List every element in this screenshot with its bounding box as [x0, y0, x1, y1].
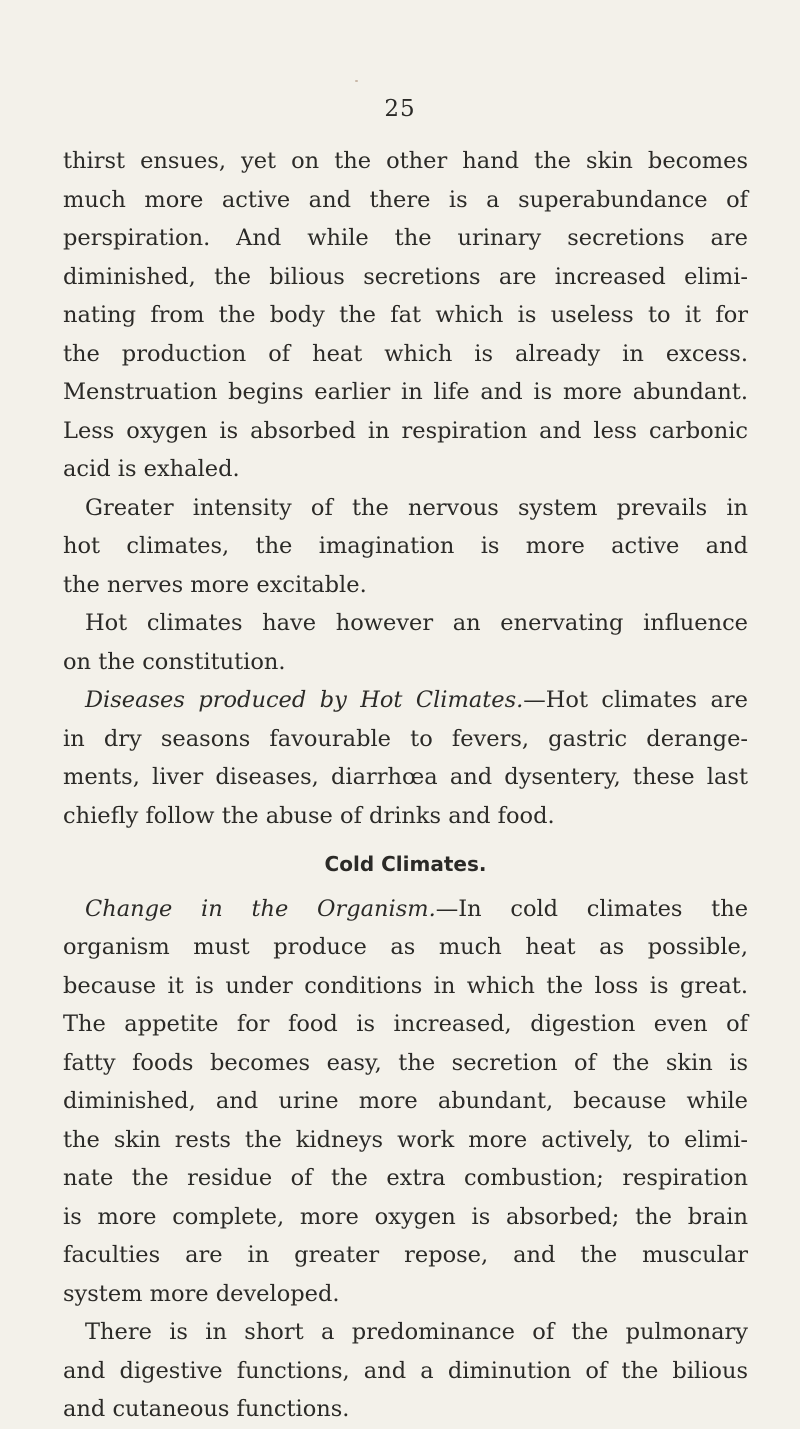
text-line: nating from the body the fat which is useless to it for	[63, 302, 748, 328]
text-line	[63, 890, 748, 929]
paragraph-change-in-organism	[63, 890, 748, 1314]
text-line: hot climates, the imagination is more active and	[63, 533, 748, 559]
paragraph-predominance	[63, 1313, 748, 1429]
text-line: much more active and there is a superabundance of	[63, 186, 748, 213]
text-line: Greater intensity of the nervous system prevails in	[85, 494, 748, 521]
text-line: the skin rests the kidneys work more actively, to elimi-	[63, 1126, 748, 1153]
text-line: nate the residue of the extra combustion; respiration	[63, 1165, 748, 1191]
text-line: in dry seasons favourable to fevers, gastric derange-	[63, 725, 748, 752]
text-line: chiefly follow the abuse of drinks and food.	[63, 802, 555, 829]
text-run: —In cold climates the	[435, 895, 749, 922]
paragraph-enervating-influence	[63, 604, 748, 681]
text-line: on the constitution.	[63, 648, 286, 675]
run-in-heading: Diseases produced by Hot Climates.	[85, 687, 524, 713]
text-run: —Hot climates are	[523, 687, 748, 713]
text-line: organism must produce as much heat as possible,	[63, 934, 748, 960]
text-line: and cutaneous functions.	[63, 1396, 350, 1422]
text-line: The appetite for food is increased, digestion even of	[63, 1011, 748, 1037]
paper-speck	[355, 80, 358, 82]
page-number: 25	[384, 96, 416, 122]
text-line: perspiration. And while the urinary secretions are	[63, 225, 748, 251]
text-line: and digestive functions, and a diminution of the bilious	[63, 1357, 748, 1384]
text-line: because it is under conditions in which the loss is great.	[63, 972, 748, 999]
text-line	[63, 681, 748, 720]
text-line: Hot climates have however an enervating influence	[85, 610, 748, 636]
text-line: the nerves more excitable.	[63, 571, 367, 598]
section-heading: Cold Climates.	[324, 852, 487, 876]
text-line: Less oxygen is absorbed in respiration and less carbonic	[63, 417, 748, 444]
text-line: thirst ensues, yet on the other hand the skin becomes	[63, 148, 748, 174]
body-text	[63, 142, 748, 1429]
text-line: the production of heat which is already in excess.	[63, 340, 748, 367]
text-line: ments, liver diseases, diarrhœa and dysentery, these last	[63, 764, 748, 790]
run-in-heading: Change in the Organism.	[85, 895, 436, 922]
paragraph-diseases-hot-climates	[63, 681, 748, 835]
text-line: diminished, and urine more abundant, because while	[63, 1088, 748, 1114]
text-line: faculties are in greater repose, and the muscular	[63, 1242, 748, 1268]
text-line: system more developed.	[63, 1280, 340, 1307]
paragraph-nervous-system	[63, 489, 748, 605]
text-line: acid is exhaled.	[63, 456, 240, 482]
text-line: Menstruation begins earlier in life and is more abundant.	[63, 379, 748, 405]
text-line: diminished, the bilious secretions are increased elimi-	[63, 263, 748, 290]
text-line: There is in short a predominance of the pulmonary	[85, 1319, 748, 1345]
text-line: is more complete, more oxygen is absorbed; the brain	[63, 1203, 748, 1230]
text-line: fatty foods becomes easy, the secretion of the skin is	[63, 1049, 748, 1076]
paragraph-hot-climate-effects	[63, 142, 748, 489]
